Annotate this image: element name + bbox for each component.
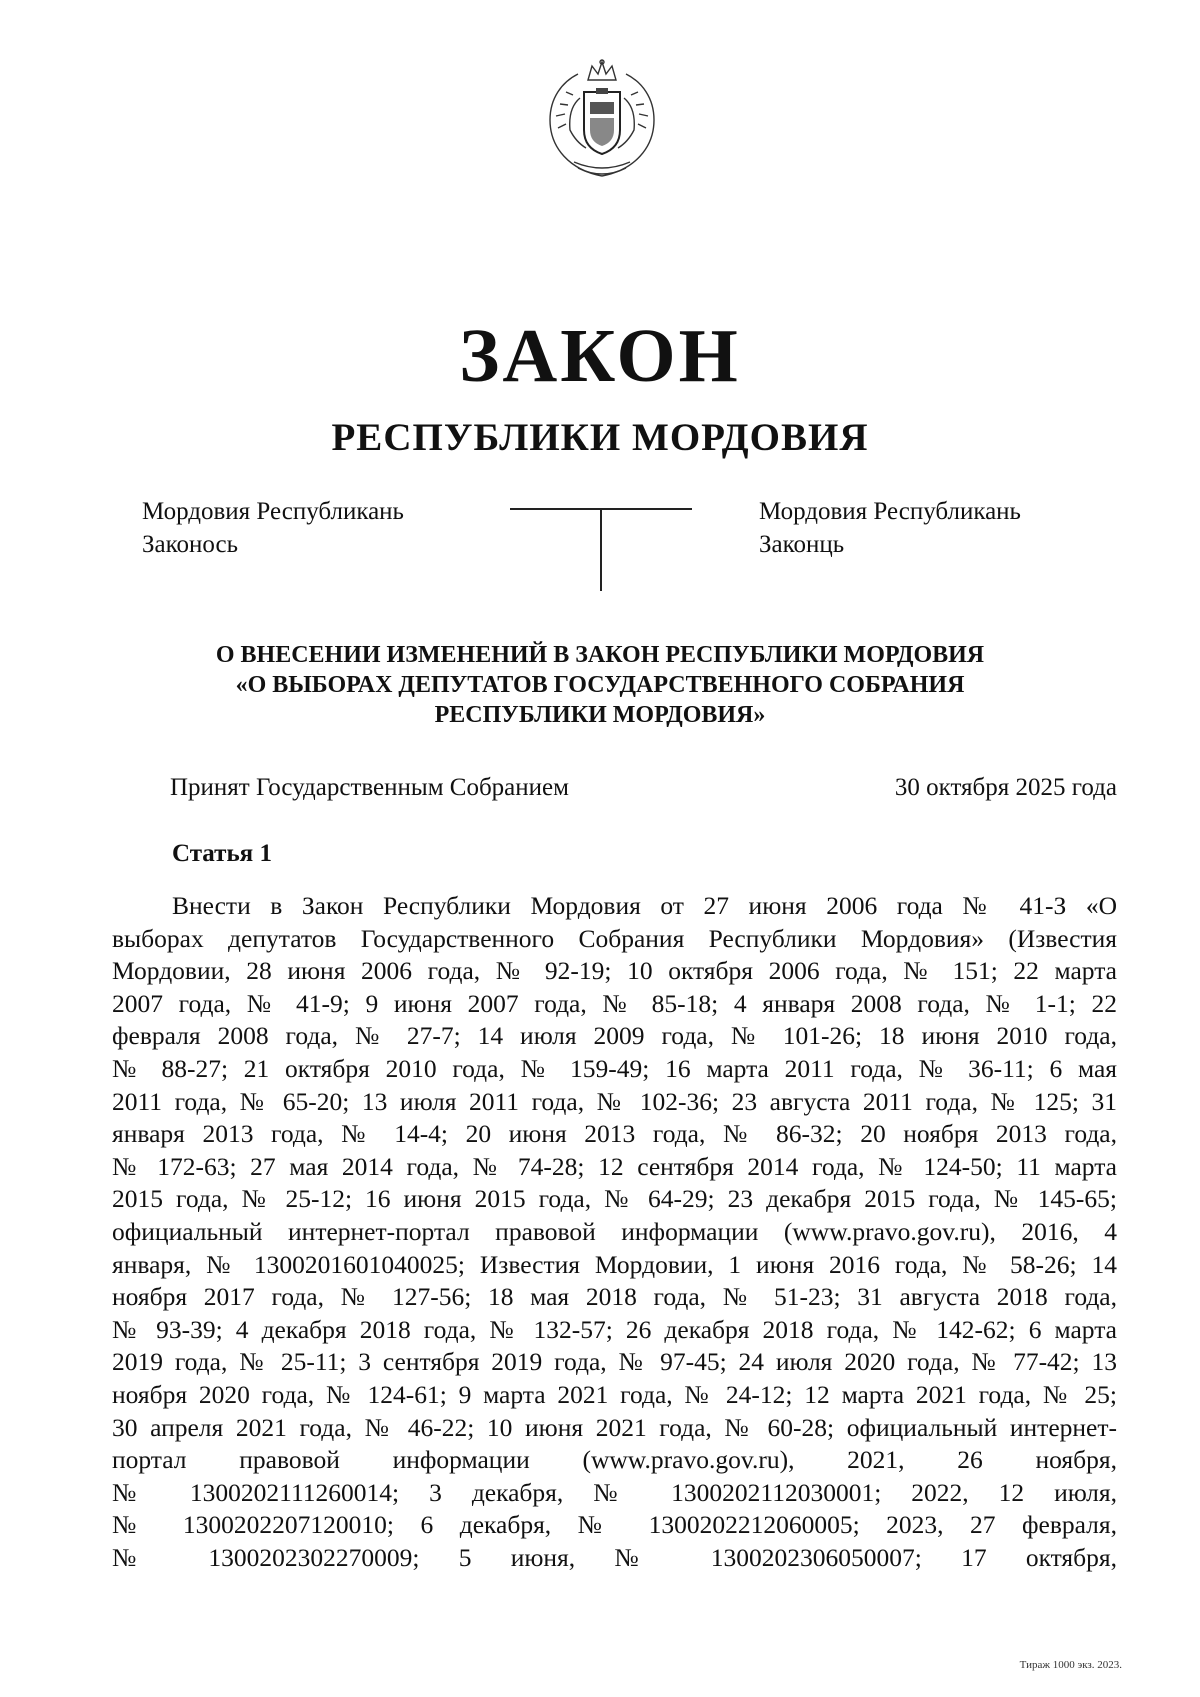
coat-of-arms-mordovia-icon	[540, 58, 664, 182]
article-line: 30 апреля 2021 года, № 46-22; 10 июня 2021 года, № 60-28; официальный интернет-	[112, 1412, 1117, 1442]
article-line: января, № 1300201601040025; Известия Мордовии, 1 июня 2016 года, № 58-26; 14	[112, 1249, 1117, 1279]
article-line: № 1300202207120010; 6 декабря, № 1300202212060005; 2023, 27 февраля,	[112, 1510, 1117, 1540]
article-line: 2015 года, № 25-12; 16 июня 2015 года, № 64-29; 23 декабря 2015 года, № 145-65;	[112, 1184, 1117, 1214]
article-line: ноября 2020 года, № 124-61; 9 марта 2021 года, № 24-12; 12 марта 2021 года, № 25;	[112, 1379, 1117, 1409]
article-line: № 1300202111260014; 3 декабря, № 1300202112030001; 2022, 12 июля,	[112, 1477, 1117, 1507]
title-in-language-left	[142, 495, 404, 561]
document-subtitle: РЕСПУБЛИКИ МОРДОВИЯ	[331, 416, 869, 459]
article-line: портал правовой информации (www.pravo.gov.ru), 2021, 26 ноября,	[112, 1445, 1117, 1475]
article-line: № 93-39; 4 декабря 2018 года, № 132-57; 26 декабря 2018 года, № 142-62; 6 марта	[112, 1314, 1117, 1344]
adopted-date: 30 октября 2025 года	[894, 774, 1117, 801]
lang-left-line: Законось	[142, 531, 238, 558]
article-line: № 1300202302270009; 5 июня, № 1300202306050007; 17 октября,	[112, 1542, 1117, 1572]
print-run-note: Тираж 1000 экз. 2023.	[1019, 1659, 1122, 1671]
document-title: ЗАКОН	[459, 314, 741, 398]
law-title-line: О ВНЕСЕНИИ ИЗМЕНЕНИЙ В ЗАКОН РЕСПУБЛИКИ МОРДОВИЯ	[215, 642, 985, 668]
article-line: Внести в Закон Республики Мордовия от 27 июня 2006 года № 41-З «О	[172, 891, 1117, 920]
adopted-by-text: Принят Государственным Собранием	[170, 774, 569, 801]
article-line: 2007 года, № 41-9; 9 июня 2007 года, № 85-18; 4 января 2008 года, № 1-1; 22	[112, 988, 1117, 1018]
article-line: № 88-27; 21 октября 2010 года, № 159-49; 16 марта 2011 года, № 36-11; 6 мая	[112, 1053, 1117, 1083]
article-line: выборах депутатов Государственного Собрания Республики Мордовия» (Известия	[112, 923, 1117, 953]
title-in-language-right	[759, 495, 1021, 561]
law-title-line: РЕСПУБЛИКИ МОРДОВИЯ»	[434, 702, 766, 728]
law-title-line: «О ВЫБОРАХ ДЕПУТАТОВ ГОСУДАРСТВЕННОГО СОБРАНИЯ	[235, 672, 965, 698]
article-line: официальный интернет-портал правовой информации (www.pravo.gov.ru), 2016, 4	[112, 1216, 1117, 1246]
article-line: № 172-63; 27 мая 2014 года, № 74-28; 12 сентября 2014 года, № 124-50; 11 марта	[112, 1151, 1117, 1181]
lang-left-line: Мордовия Республикань	[142, 498, 404, 525]
law-title	[0, 640, 1200, 730]
lang-right-line: Мордовия Республикань	[759, 498, 1021, 525]
article-line: февраля 2008 года, № 27-7; 14 июля 2009 года, № 101-26; 18 июня 2010 года,	[112, 1021, 1117, 1051]
article-line: 2011 года, № 65-20; 13 июля 2011 года, № 102-36; 23 августа 2011 года, № 125; 31	[112, 1086, 1117, 1116]
article-line: ноября 2017 года, № 127-56; 18 мая 2018 года, № 51-23; 31 августа 2018 года,	[112, 1282, 1117, 1312]
article-heading: Статья 1	[172, 840, 272, 867]
header-divider-vertical	[600, 509, 602, 591]
article-line: 2019 года, № 25-11; 3 сентября 2019 года, № 97-45; 24 июля 2020 года, № 77-42; 13	[112, 1347, 1117, 1377]
article-line: Мордовии, 28 июня 2006 года, № 92-19; 10 октября 2006 года, № 151; 22 марта	[112, 956, 1117, 986]
lang-right-line: Законць	[759, 531, 845, 558]
article-body	[112, 890, 1117, 1574]
article-line: января 2013 года, № 14-4; 20 июня 2013 года, № 86-32; 20 ноября 2013 года,	[112, 1119, 1117, 1149]
